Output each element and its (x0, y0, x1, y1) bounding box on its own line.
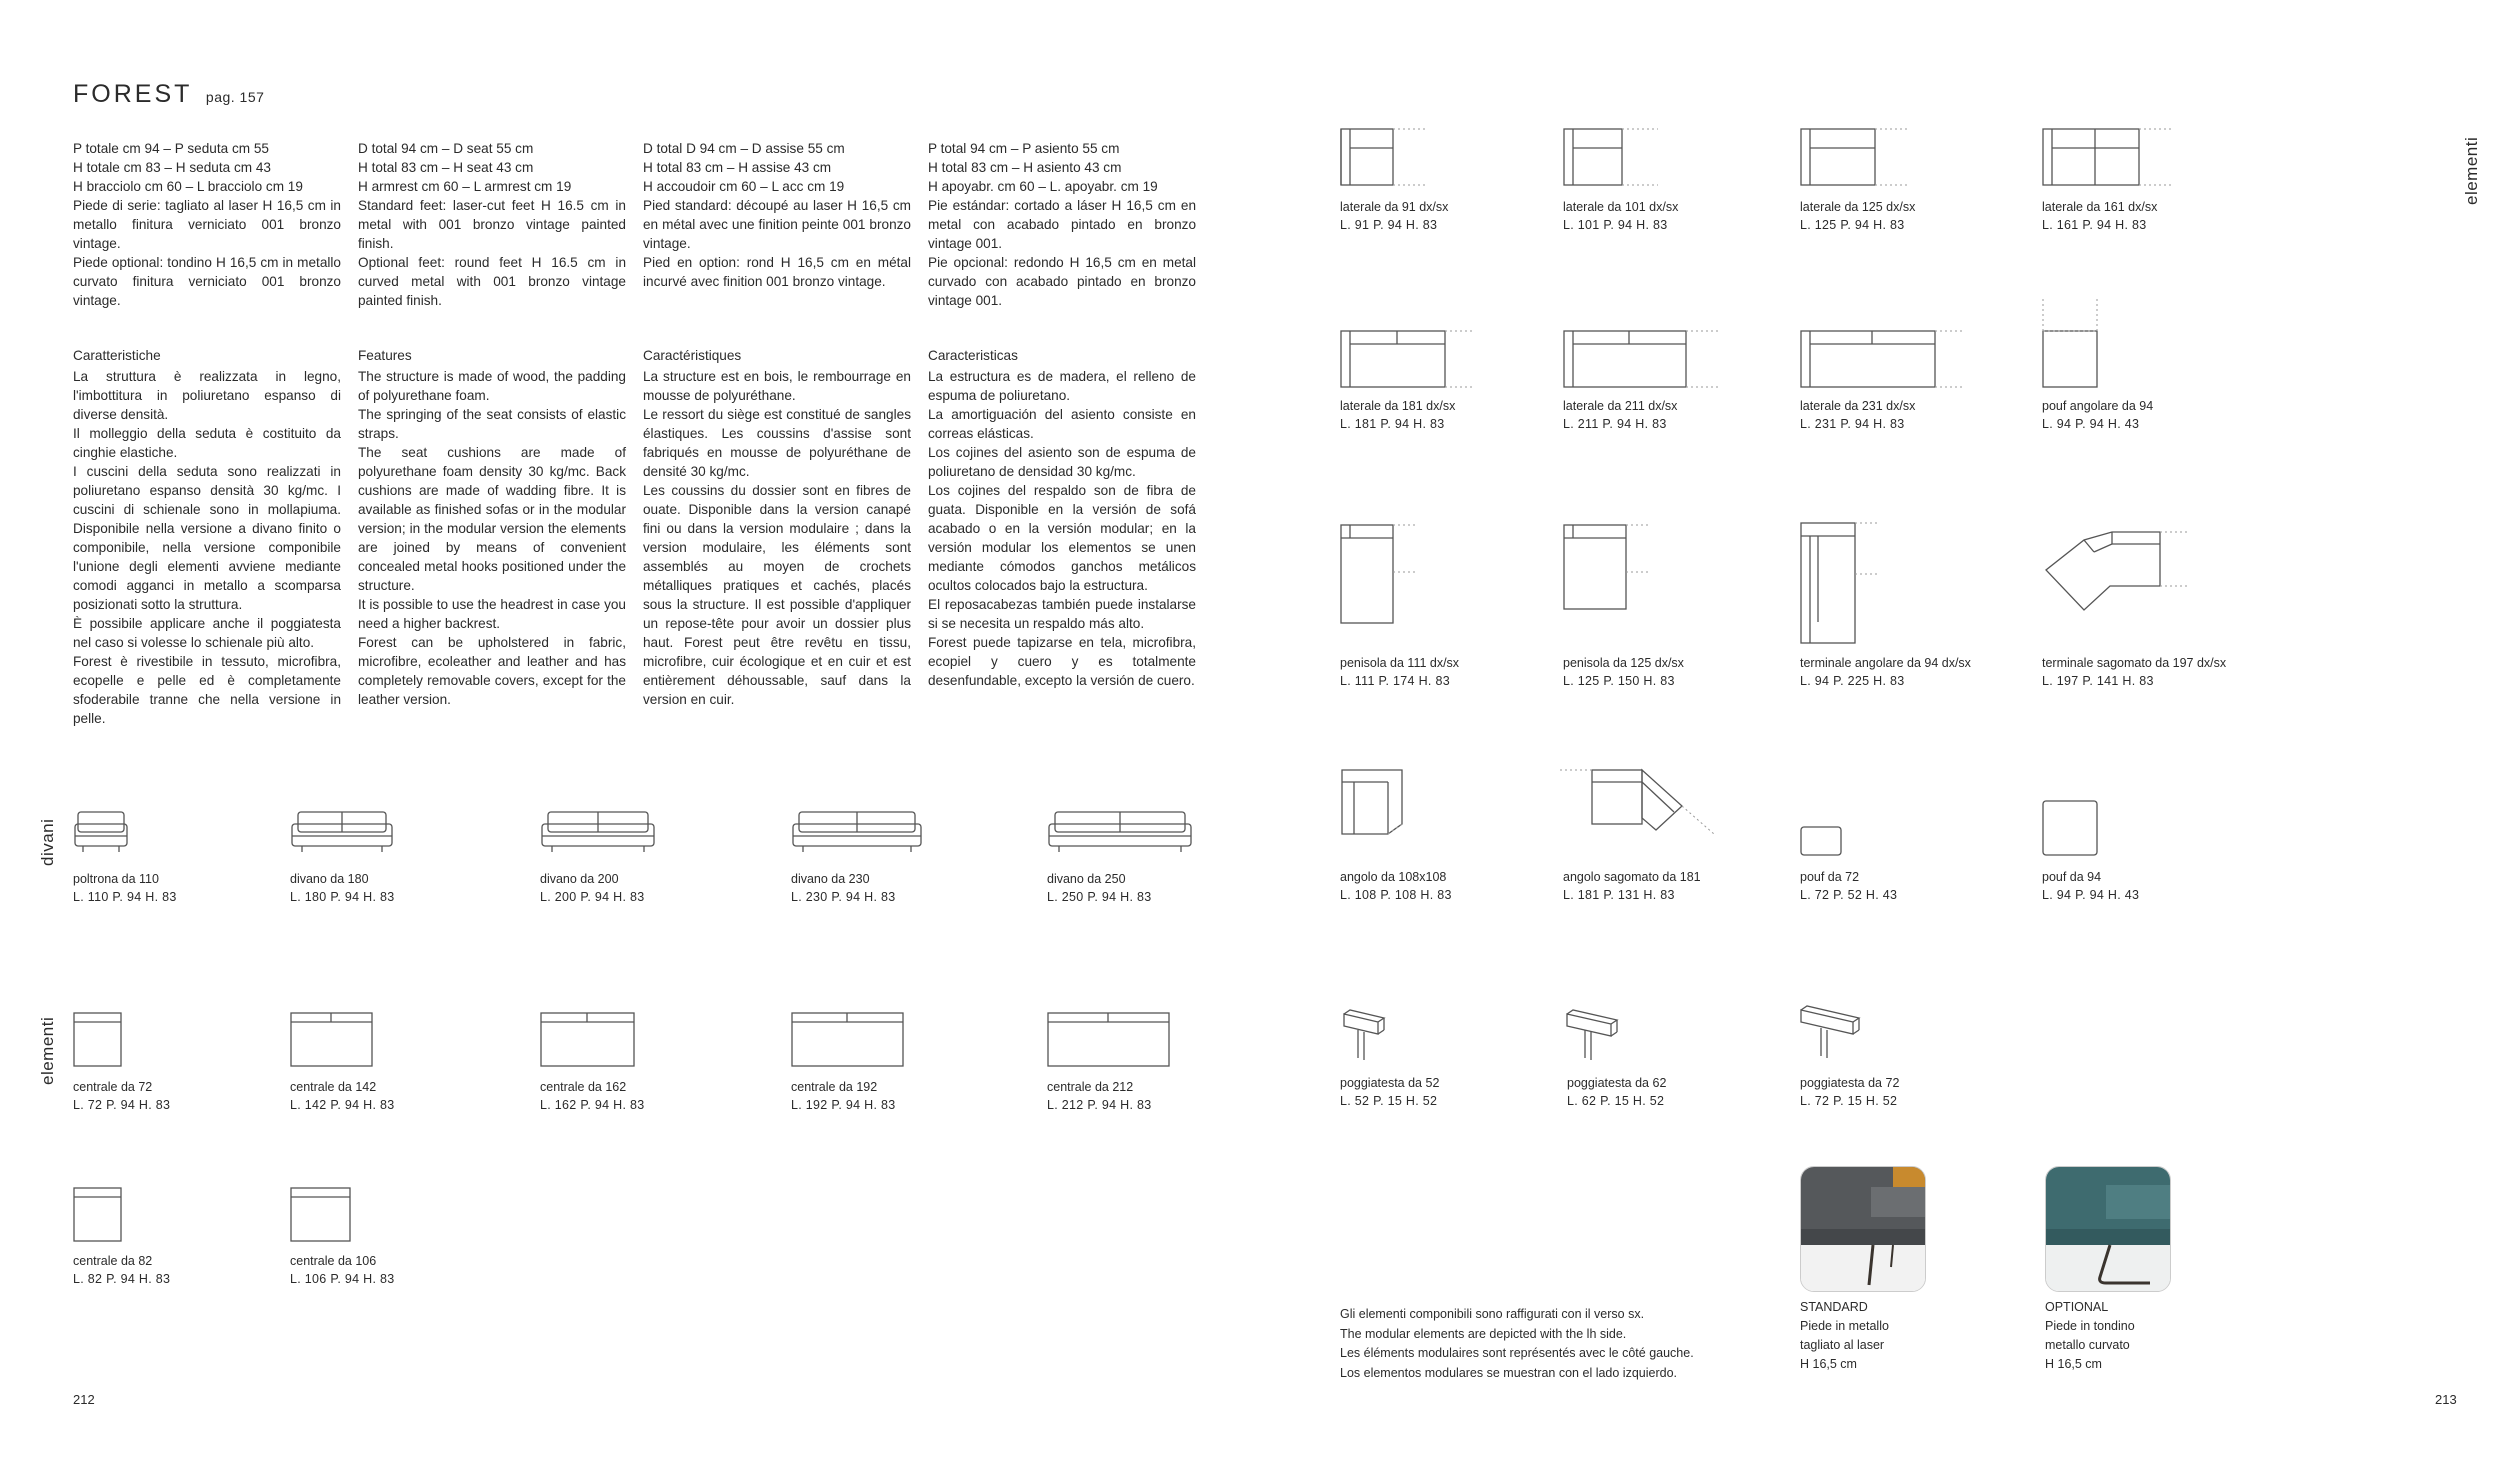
page-title (73, 80, 264, 109)
features-fr: Caractéristiques La structure est en bois, le rembourrage en mousse de polyuréthane. Le ressort du siège est constitué de sangles élastiques. Les coussins d'assise sont fabriqués en mousse de polyuréthane de densité 30 kg/mc. Les coussins du dossier sont en fibres de ouate. Disponible dans la version canapé fini ou dans la version modulaire ; dans la version modulaire, les éléments sont assemblés au moyen de crochets métalliques pratiques et cachés, placés sous la structure. Il est possible d'appliquer un repose-tête pour avoir un dossier plus haut. Forest peut être revêtu en tissu, microfibre, cuir écologique et en cuir et est entièrement déhoussable, sauf dans la version en cuir. (643, 348, 911, 707)
product-item: centrale da 72 L. 72 P. 94 H. 83 (73, 1080, 171, 1112)
page-number-right: 213 (2435, 1392, 2457, 1407)
module-plan-icon (1563, 330, 1723, 390)
product-item: centrale da 162 L. 162 P. 94 H. 83 (540, 1080, 645, 1112)
product-item: pouf da 72 L. 72 P. 52 H. 43 (1800, 870, 1898, 902)
features-en: Features The structure is made of wood, the padding of polyurethane foam. The springing of the seat consists of elastic straps. The seat cushions are made of polyurethane foam density 30 kg/mc. Back cushions are made of wadding fibre. It is available as finished sofas or in the modular version; in the modular version the elements are joined by means of convenient concealed metal hooks positioned under the structure. It is possible to use the headrest in case you need a higher backrest. Forest can be upholstered in fabric, microfibre, ecoleather and leather and has completely removable covers, except for the leather version. (358, 348, 626, 707)
standard-foot-caption: STANDARD Piede in metallo tagliato al laser H 16,5 cm (1800, 1300, 1889, 1371)
modular-note: Gli elementi componibili sono raffigurati con il verso sx. The modular elements are depicted with the lh side. Les éléments modulaires sont représentés avec le côté gauche. Los elementos modulares se muestran con el lado izquierdo. (1340, 1307, 1694, 1380)
sofa-icon (540, 810, 660, 858)
product-item: poltrona da 110 L. 110 P. 94 H. 83 (73, 872, 177, 904)
shaped-corner-icon (1558, 768, 1718, 848)
module-plan-icon (1047, 1012, 1171, 1068)
optional-foot-caption: OPTIONAL Piede in tondino metallo curvato H 16,5 cm (2045, 1300, 2135, 1371)
module-plan-icon (1800, 330, 1970, 390)
headrest-icon (1563, 1008, 1623, 1068)
product-item: centrale da 192 L. 192 P. 94 H. 83 (791, 1080, 896, 1112)
module-plan-icon (1800, 128, 1915, 188)
section-label-elementi: elementi (38, 1016, 57, 1085)
product-item: terminale sagomato da 197 dx/sx L. 197 P. 141 H. 83 (2042, 656, 2227, 688)
product-item: centrale da 82 L. 82 P. 94 H. 83 (73, 1254, 171, 1286)
product-item: poggiatesta da 72 L. 72 P. 15 H. 52 (1800, 1076, 1900, 1108)
module-plan-icon (1340, 128, 1430, 188)
product-item: centrale da 106 L. 106 P. 94 H. 83 (290, 1254, 395, 1286)
product-item: divano da 230 L. 230 P. 94 H. 83 (791, 872, 896, 904)
product-item: divano da 180 L. 180 P. 94 H. 83 (290, 872, 395, 904)
sofa-icon (290, 810, 398, 858)
product-item: pouf da 94 L. 94 P. 94 H. 43 (2042, 870, 2140, 902)
features-heading: Features (358, 348, 412, 363)
shaped-end-icon (2042, 530, 2192, 622)
headrest-icon (1340, 1008, 1390, 1068)
product-item: poggiatesta da 52 L. 52 P. 15 H. 52 (1340, 1076, 1440, 1108)
module-plan-icon (290, 1187, 352, 1243)
specs-es: P total 94 cm – P asiento 55 cm H total 83 cm – H asiento 43 cm H apoyabr. cm 60 – L. apoyabr. cm 19 Pie estándar: cortado a láser H 16,5 cm en metal con acabado pintado en bronzo vintage 001. Pie opcional: redondo H 16,5 cm en metal curvado con acabado pintado en bronzo vintage 001. (928, 141, 1196, 308)
product-item: terminale angolare da 94 dx/sx L. 94 P. 225 H. 83 (1800, 656, 1971, 688)
standard-foot-photo (1800, 1166, 1926, 1292)
section-label-divani: divani (38, 818, 57, 866)
headrest-icon (1797, 1004, 1863, 1066)
product-item: centrale da 212 L. 212 P. 94 H. 83 (1047, 1080, 1152, 1112)
optional-foot-image (2046, 1167, 2170, 1291)
sofa-icon (791, 810, 927, 858)
features-es: Caracteristicas La estructura es de madera, el relleno de espuma de poliuretano. La amortiguación del asiento consiste en correas elásticas. Los cojines del asiento son de espuma de poliuretano de densidad 30 kg/mc. Los cojines del respaldo son de fibra de guata. Disponible en la versión de sofá acabado o en la versión modular; en la versión modular los elementos se unen mediante cómodos ganchos metálicos ocultos colocados bajo la estructura. El reposacabezas también puede instalarse si se necesita un respaldo más alto. Forest puede tapizarse en tela, microfibra, ecopiel y cuero y es totalmente desenfundable, excepto la versión de cuero. (928, 348, 1196, 688)
armchair-icon (73, 810, 133, 858)
pouf-icon (1800, 826, 1844, 858)
product-item: laterale da 125 dx/sx L. 125 P. 94 H. 83 (1800, 200, 1916, 232)
specs-en: D total 94 cm – D seat 55 cm H total 83 cm – H seat 43 cm H armrest cm 60 – L armrest cm 19 Standard feet: laser-cut feet H 16.5 cm in metal with 001 bronzo vintage painted finish. Optional feet: round feet H 16.5 cm in curved metal with 001 bronzo vintage painted finish. (358, 141, 626, 308)
product-item: laterale da 161 dx/sx L. 161 P. 94 H. 83 (2042, 200, 2158, 232)
product-name: FOREST (73, 80, 192, 108)
product-item: poggiatesta da 62 L. 62 P. 15 H. 52 (1567, 1076, 1667, 1108)
page-number-left: 212 (73, 1392, 95, 1407)
features-heading: Caratteristiche (73, 348, 161, 363)
module-plan-icon (73, 1187, 123, 1243)
module-plan-icon (2042, 128, 2177, 188)
chaise-plan-icon (1340, 524, 1420, 626)
product-item: laterale da 231 dx/sx L. 231 P. 94 H. 83 (1800, 399, 1916, 431)
corner-pouf-icon (2042, 298, 2102, 390)
module-plan-icon (1563, 128, 1663, 188)
pouf-icon (2042, 800, 2100, 858)
product-item: angolo sagomato da 181 L. 181 P. 131 H. 83 (1563, 870, 1701, 902)
product-item: laterale da 91 dx/sx L. 91 P. 94 H. 83 (1340, 200, 1449, 232)
product-item: angolo da 108x108 L. 108 P. 108 H. 83 (1340, 870, 1452, 902)
corner-plan-icon (1340, 768, 1406, 836)
product-item: laterale da 211 dx/sx L. 211 P. 94 H. 83 (1563, 399, 1678, 431)
corner-end-icon (1800, 522, 1880, 646)
module-plan-icon (540, 1012, 636, 1068)
module-plan-icon (791, 1012, 905, 1068)
module-plan-icon (290, 1012, 374, 1068)
optional-foot-photo (2045, 1166, 2171, 1292)
module-plan-icon (73, 1012, 123, 1068)
product-item: laterale da 101 dx/sx L. 101 P. 94 H. 83 (1563, 200, 1679, 232)
product-item: penisola da 111 dx/sx L. 111 P. 174 H. 83 (1340, 656, 1460, 688)
features-heading: Caracteristicas (928, 348, 1018, 363)
chaise-plan-icon (1563, 524, 1653, 614)
module-plan-icon (1340, 330, 1480, 390)
product-item: penisola da 125 dx/sx L. 125 P. 150 H. 83 (1563, 656, 1684, 688)
features-it: Caratteristiche La struttura è realizzata in legno, l'imbottitura in poliuretano espanso di diverse densità. Il molleggio della seduta è costituito da cinghie elastiche. I cuscini della seduta sono realizzati in poliuretano espanso densità 30 kg/mc. I cuscini di schienale sono in mollapiuma. Disponibile nella versione a divano finito o componibile, nella versione componibile l'unione degli elementi avviene mediante comodi agganci in metallo a scomparsa posizionati sotto la struttura. È possibile applicare anche il poggiatesta nel caso si volesse lo schienale più alto. Forest è rivestibile in tessuto, microfibra, ecopelle e pelle ed è completamente sfoderabile tranne che nella versione in pelle. (73, 348, 341, 726)
product-item: pouf angolare da 94 L. 94 P. 94 H. 43 (2042, 399, 2154, 431)
sofa-icon (1047, 810, 1197, 858)
product-item: divano da 200 L. 200 P. 94 H. 83 (540, 872, 645, 904)
product-item: divano da 250 L. 250 P. 94 H. 83 (1047, 872, 1152, 904)
specs-fr: D total D 94 cm – D assise 55 cm H total 83 cm – H assise 43 cm H accoudoir cm 60 – L acc cm 19 Pied standard: découpé au laser H 16,5 cm en métal avec une finition peinte 001 bronzo vintage. Pied en option: rond H 16,5 cm en métal incurvé avec finition 001 bronzo vintage. (643, 141, 911, 289)
product-item: centrale da 142 L. 142 P. 94 H. 83 (290, 1080, 395, 1112)
product-item: laterale da 181 dx/sx L. 181 P. 94 H. 83 (1340, 399, 1456, 431)
features-heading: Caractéristiques (643, 348, 742, 363)
page-reference: pag. 157 (205, 89, 265, 105)
section-label-elementi-right: elementi (2462, 136, 2481, 205)
specs-it: P totale cm 94 – P seduta cm 55 H totale cm 83 – H seduta cm 43 H bracciolo cm 60 – L bracciolo cm 19 Piede di serie: tagliato al laser H 16,5 cm in metallo finitura verniciato 001 bronzo vintage. Piede optional: tondino H 16,5 cm in metallo curvato finitura verniciato 001 bronzo vintage. (73, 141, 341, 308)
standard-foot-image (1801, 1167, 1925, 1291)
